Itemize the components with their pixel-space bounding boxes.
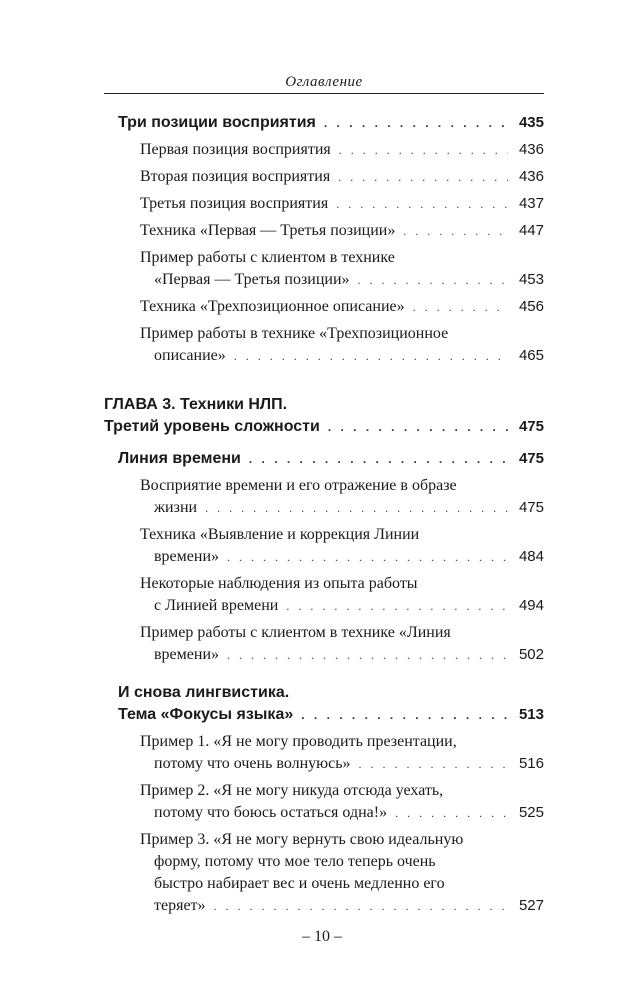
toc-entry-title-cont: теряет» (154, 897, 206, 914)
dot-leader (324, 112, 508, 134)
toc-entry-title: Три позиции восприятия (118, 114, 316, 131)
dot-leader (359, 753, 508, 775)
toc-entry (104, 448, 544, 470)
toc-entry-title-cont: жизни (154, 499, 198, 516)
toc-entry-title-cont: быстро набирает вес и очень медленно его (154, 875, 445, 892)
toc-entry-title: Пример работы в технике «Трехпозиционное (140, 325, 449, 342)
toc-page-number: 437 (518, 195, 544, 212)
toc-entry-title-cont: описание» (154, 347, 226, 364)
dot-leader (328, 416, 508, 438)
toc-page-number: 525 (518, 804, 544, 821)
toc-entry-title: Техника «Трехпозиционное описание» (140, 298, 405, 315)
toc-entry-title: Вторая позиция восприятия (140, 168, 331, 185)
toc-entry-title: Техника «Первая — Третья позиции» (140, 222, 396, 239)
toc-page-number: 435 (518, 114, 544, 131)
toc-entry-title: И снова лингвистика. (118, 684, 290, 701)
toc-entry-title: Пример 1. «Я не могу проводить презентации, (140, 733, 457, 750)
chapter-title: ГЛАВА 3. Техники НЛП. (104, 396, 288, 413)
dot-leader (214, 895, 508, 917)
toc-entry-title: Техника «Выявление и коррекция Линии (140, 526, 420, 543)
toc-entry-title: Линия времени (118, 450, 241, 467)
toc-page-number: 453 (518, 271, 544, 288)
dot-leader (403, 220, 508, 242)
dot-leader (234, 345, 508, 367)
toc-page-number: 527 (518, 897, 544, 914)
header-rule (104, 93, 544, 94)
dot-leader (395, 802, 508, 824)
toc-page-number: 475 (518, 418, 544, 435)
toc-entry-title: Первая позиция восприятия (140, 141, 331, 158)
dot-leader (286, 595, 508, 617)
toc-entry-title-cont: времени» (154, 548, 220, 565)
toc-entry-title-cont: с Линией времени (154, 597, 279, 614)
toc-entry-title: Пример работы с клиентом в технике (140, 249, 395, 266)
toc-page-number: 494 (518, 597, 544, 614)
dot-leader (249, 448, 508, 470)
toc-entry (104, 247, 544, 291)
dot-leader (358, 269, 508, 291)
toc-entry-title-cont: времени» (154, 646, 220, 663)
toc-entry (104, 622, 544, 666)
toc-entry-title: Пример работы с клиентом в технике «Линия (140, 624, 451, 641)
toc-entry (104, 220, 544, 242)
toc-entry-title: Пример 3. «Я не могу вернуть свою идеальную (140, 831, 464, 848)
toc-entry (104, 193, 544, 215)
table-of-contents (104, 112, 544, 917)
toc-page-number: 465 (518, 347, 544, 364)
dot-leader (205, 497, 508, 519)
dot-leader (336, 193, 508, 215)
toc-entry-title: Восприятие времени и его отражение в образе (140, 477, 457, 494)
toc-entry (104, 475, 544, 519)
toc-chapter (104, 394, 544, 438)
toc-entry (104, 829, 544, 917)
running-header: Оглавление (285, 74, 363, 90)
toc-entry-title: Пример 2. «Я не могу никуда отсюда уехать, (140, 782, 444, 799)
dot-leader (339, 139, 508, 161)
toc-page-number: 436 (518, 168, 544, 185)
dot-leader (227, 546, 508, 568)
toc-entry (104, 573, 544, 617)
toc-entry (104, 780, 544, 824)
toc-entry-title-cont: «Первая — Третья позиции» (154, 271, 350, 288)
toc-entry (104, 682, 544, 726)
toc-entry (104, 731, 544, 775)
dot-leader (227, 644, 508, 666)
dot-leader (301, 704, 508, 726)
toc-page-number: 447 (518, 222, 544, 239)
toc-entry-title-cont: потому что очень волнуюсь» (154, 755, 351, 772)
toc-entry-title-cont: форму, потому что мое тело теперь очень (154, 853, 436, 870)
dot-leader (413, 296, 508, 318)
toc-page-number: 516 (518, 755, 544, 772)
toc-entry (104, 112, 544, 134)
toc-page-number: 484 (518, 548, 544, 565)
toc-entry (104, 524, 544, 568)
toc-entry-title: Третья позиция восприятия (140, 195, 329, 212)
toc-entry (104, 139, 544, 161)
chapter-subtitle: Третий уровень сложности (104, 418, 320, 435)
page-number: – 10 – (302, 928, 342, 945)
toc-page-number: 502 (518, 646, 544, 663)
toc-entry-title: Некоторые наблюдения из опыта работы (140, 575, 418, 592)
toc-page-number: 436 (518, 141, 544, 158)
toc-page-number: 475 (518, 450, 544, 467)
toc-page-number: 513 (518, 706, 544, 723)
toc-entry (104, 166, 544, 188)
dot-leader (338, 166, 508, 188)
toc-entry-title-cont: Тема «Фокусы языка» (118, 706, 294, 723)
toc-page-number: 475 (518, 499, 544, 516)
toc-page-number: 456 (518, 298, 544, 315)
toc-entry (104, 323, 544, 367)
toc-entry-title-cont: потому что боюсь остаться одна!» (154, 804, 388, 821)
toc-entry (104, 296, 544, 318)
